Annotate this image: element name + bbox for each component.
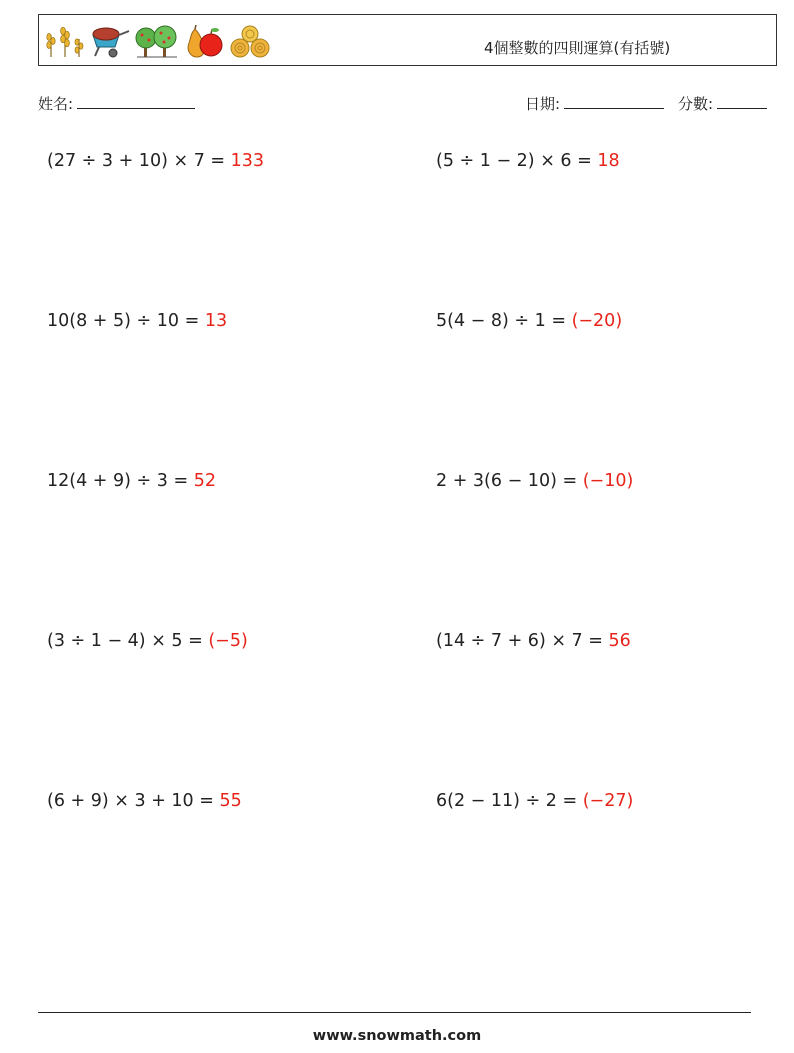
header-icons xyxy=(43,21,271,61)
name-field[interactable] xyxy=(38,93,195,114)
problem-answer: 133 xyxy=(230,151,265,171)
problem-expression: (6 + 9) × 3 + 10 = xyxy=(47,791,220,811)
problem-answer: (−10) xyxy=(582,471,634,491)
problem-expression: 6(2 − 11) ÷ 2 = xyxy=(436,791,583,811)
date-blank[interactable] xyxy=(564,94,664,109)
problem-6 xyxy=(436,471,633,491)
problem-answer: 52 xyxy=(193,471,216,491)
problem-answer: 13 xyxy=(204,311,228,331)
problem-answer: 18 xyxy=(597,151,620,171)
problem-3 xyxy=(47,311,227,331)
trees-icon xyxy=(135,23,179,59)
date-label: 日期: xyxy=(525,95,561,113)
worksheet-title: 4個整數的四則運算(有括號) xyxy=(484,39,671,57)
problem-answer: (−27) xyxy=(582,791,634,811)
score-label: 分數: xyxy=(678,95,714,113)
score-field[interactable] xyxy=(678,93,767,114)
header-box xyxy=(38,14,777,66)
problem-5 xyxy=(47,471,216,491)
problem-expression: 12(4 + 9) ÷ 3 = xyxy=(47,471,194,491)
footer-site-link[interactable]: www.snowmath.com xyxy=(312,1028,482,1044)
name-label: 姓名: xyxy=(38,95,74,113)
wheelbarrow-icon xyxy=(89,23,131,59)
footer-divider xyxy=(38,1012,751,1013)
date-field[interactable] xyxy=(525,93,664,114)
problem-2 xyxy=(436,151,620,171)
problem-answer: (−20) xyxy=(571,311,623,331)
name-blank[interactable] xyxy=(77,94,195,109)
problem-expression: 5(4 − 8) ÷ 1 = xyxy=(436,311,572,331)
problem-expression: 2 + 3(6 − 10) = xyxy=(436,471,583,491)
problem-9 xyxy=(47,791,242,811)
problem-expression: 10(8 + 5) ÷ 10 = xyxy=(47,311,205,331)
problem-1 xyxy=(47,151,264,171)
problem-expression: (27 ÷ 3 + 10) × 7 = xyxy=(47,151,231,171)
problem-8 xyxy=(436,631,631,651)
score-blank[interactable] xyxy=(717,94,767,109)
problem-expression: (3 ÷ 1 − 4) × 5 = xyxy=(47,631,209,651)
problem-answer: 56 xyxy=(608,631,631,651)
problem-7 xyxy=(47,631,248,651)
problem-4 xyxy=(436,311,622,331)
problem-10 xyxy=(436,791,633,811)
pear-apple-icon xyxy=(183,23,225,59)
problem-expression: (14 ÷ 7 + 6) × 7 = xyxy=(436,631,609,651)
problem-answer: 55 xyxy=(219,791,242,811)
problem-answer: (−5) xyxy=(208,631,248,651)
hay-bales-icon xyxy=(229,23,271,59)
wheat-icon xyxy=(43,23,85,59)
problem-expression: (5 ÷ 1 − 2) × 6 = xyxy=(436,151,598,171)
